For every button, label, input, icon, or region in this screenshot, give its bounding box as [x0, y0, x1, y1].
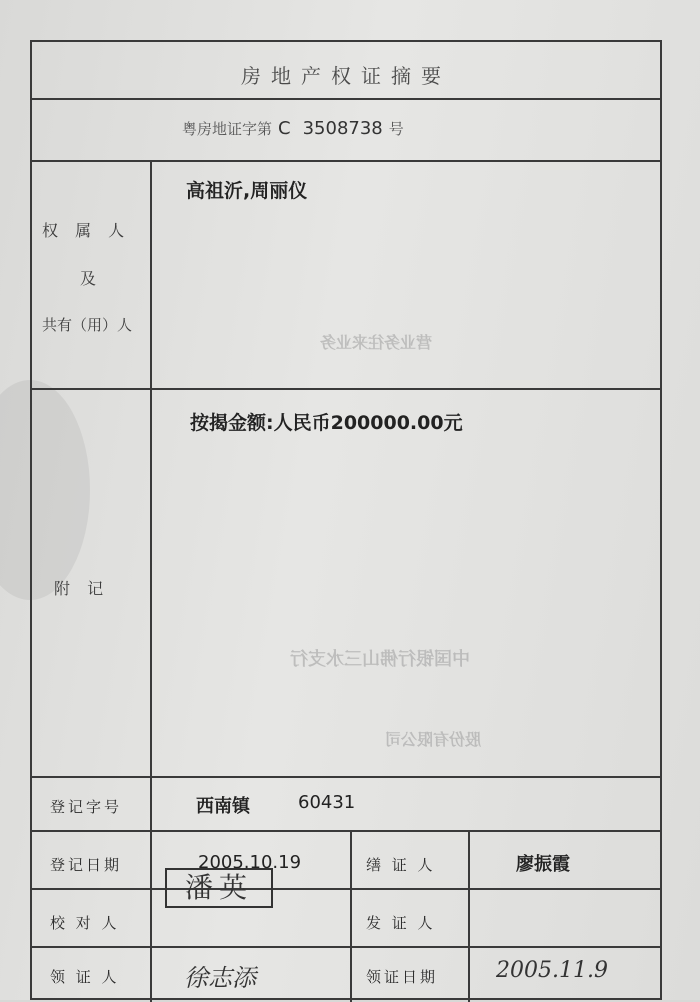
remarks-label: 附 记	[54, 579, 110, 598]
certificate-number	[182, 118, 404, 139]
cert-prefix: 粤房地证字第	[182, 120, 273, 138]
checker-label: 校 对 人	[50, 914, 120, 932]
property-certificate-form	[30, 40, 662, 1000]
registration-date-label: 登记日期	[50, 856, 123, 874]
registration-number: 60431	[298, 792, 356, 813]
issuer-value: 廖振霞	[516, 854, 570, 875]
cert-issuer-label: 发 证 人	[366, 914, 436, 932]
owner-label-line2: 及	[80, 269, 103, 288]
receiver-label: 领 证 人	[50, 968, 120, 986]
bleed-through-text: 股份有限公司	[385, 730, 482, 749]
receive-date-label: 领证日期	[366, 968, 439, 986]
owner-label-line3: 共有（用）人	[42, 316, 133, 334]
registration-place: 西南镇	[196, 796, 250, 817]
registration-date: 2005.10.19	[198, 852, 302, 873]
bleed-through-text: 中国银行佛山三水支行	[290, 649, 470, 670]
checker-seal-stamp: 潘英	[165, 868, 273, 908]
cert-suffix: 号	[388, 120, 404, 138]
cert-number: 3508738	[302, 118, 383, 139]
cert-letter: C	[278, 118, 291, 139]
owner-label-line1: 权 属 人	[42, 221, 131, 240]
issuer-label: 缮 证 人	[366, 856, 436, 874]
remarks-value: 按揭金额:人民币200000.00元	[190, 412, 463, 434]
owner-value: 高祖沂,周丽仪	[186, 180, 308, 202]
receive-date-handwritten: 2005.11.9	[496, 958, 608, 983]
receiver-signature: 徐志添	[184, 964, 256, 992]
registration-number-label: 登记字号	[50, 798, 123, 816]
form-title: 房地产权证摘要	[241, 64, 451, 88]
bleed-through-text: 营业务往来业务	[320, 333, 433, 352]
